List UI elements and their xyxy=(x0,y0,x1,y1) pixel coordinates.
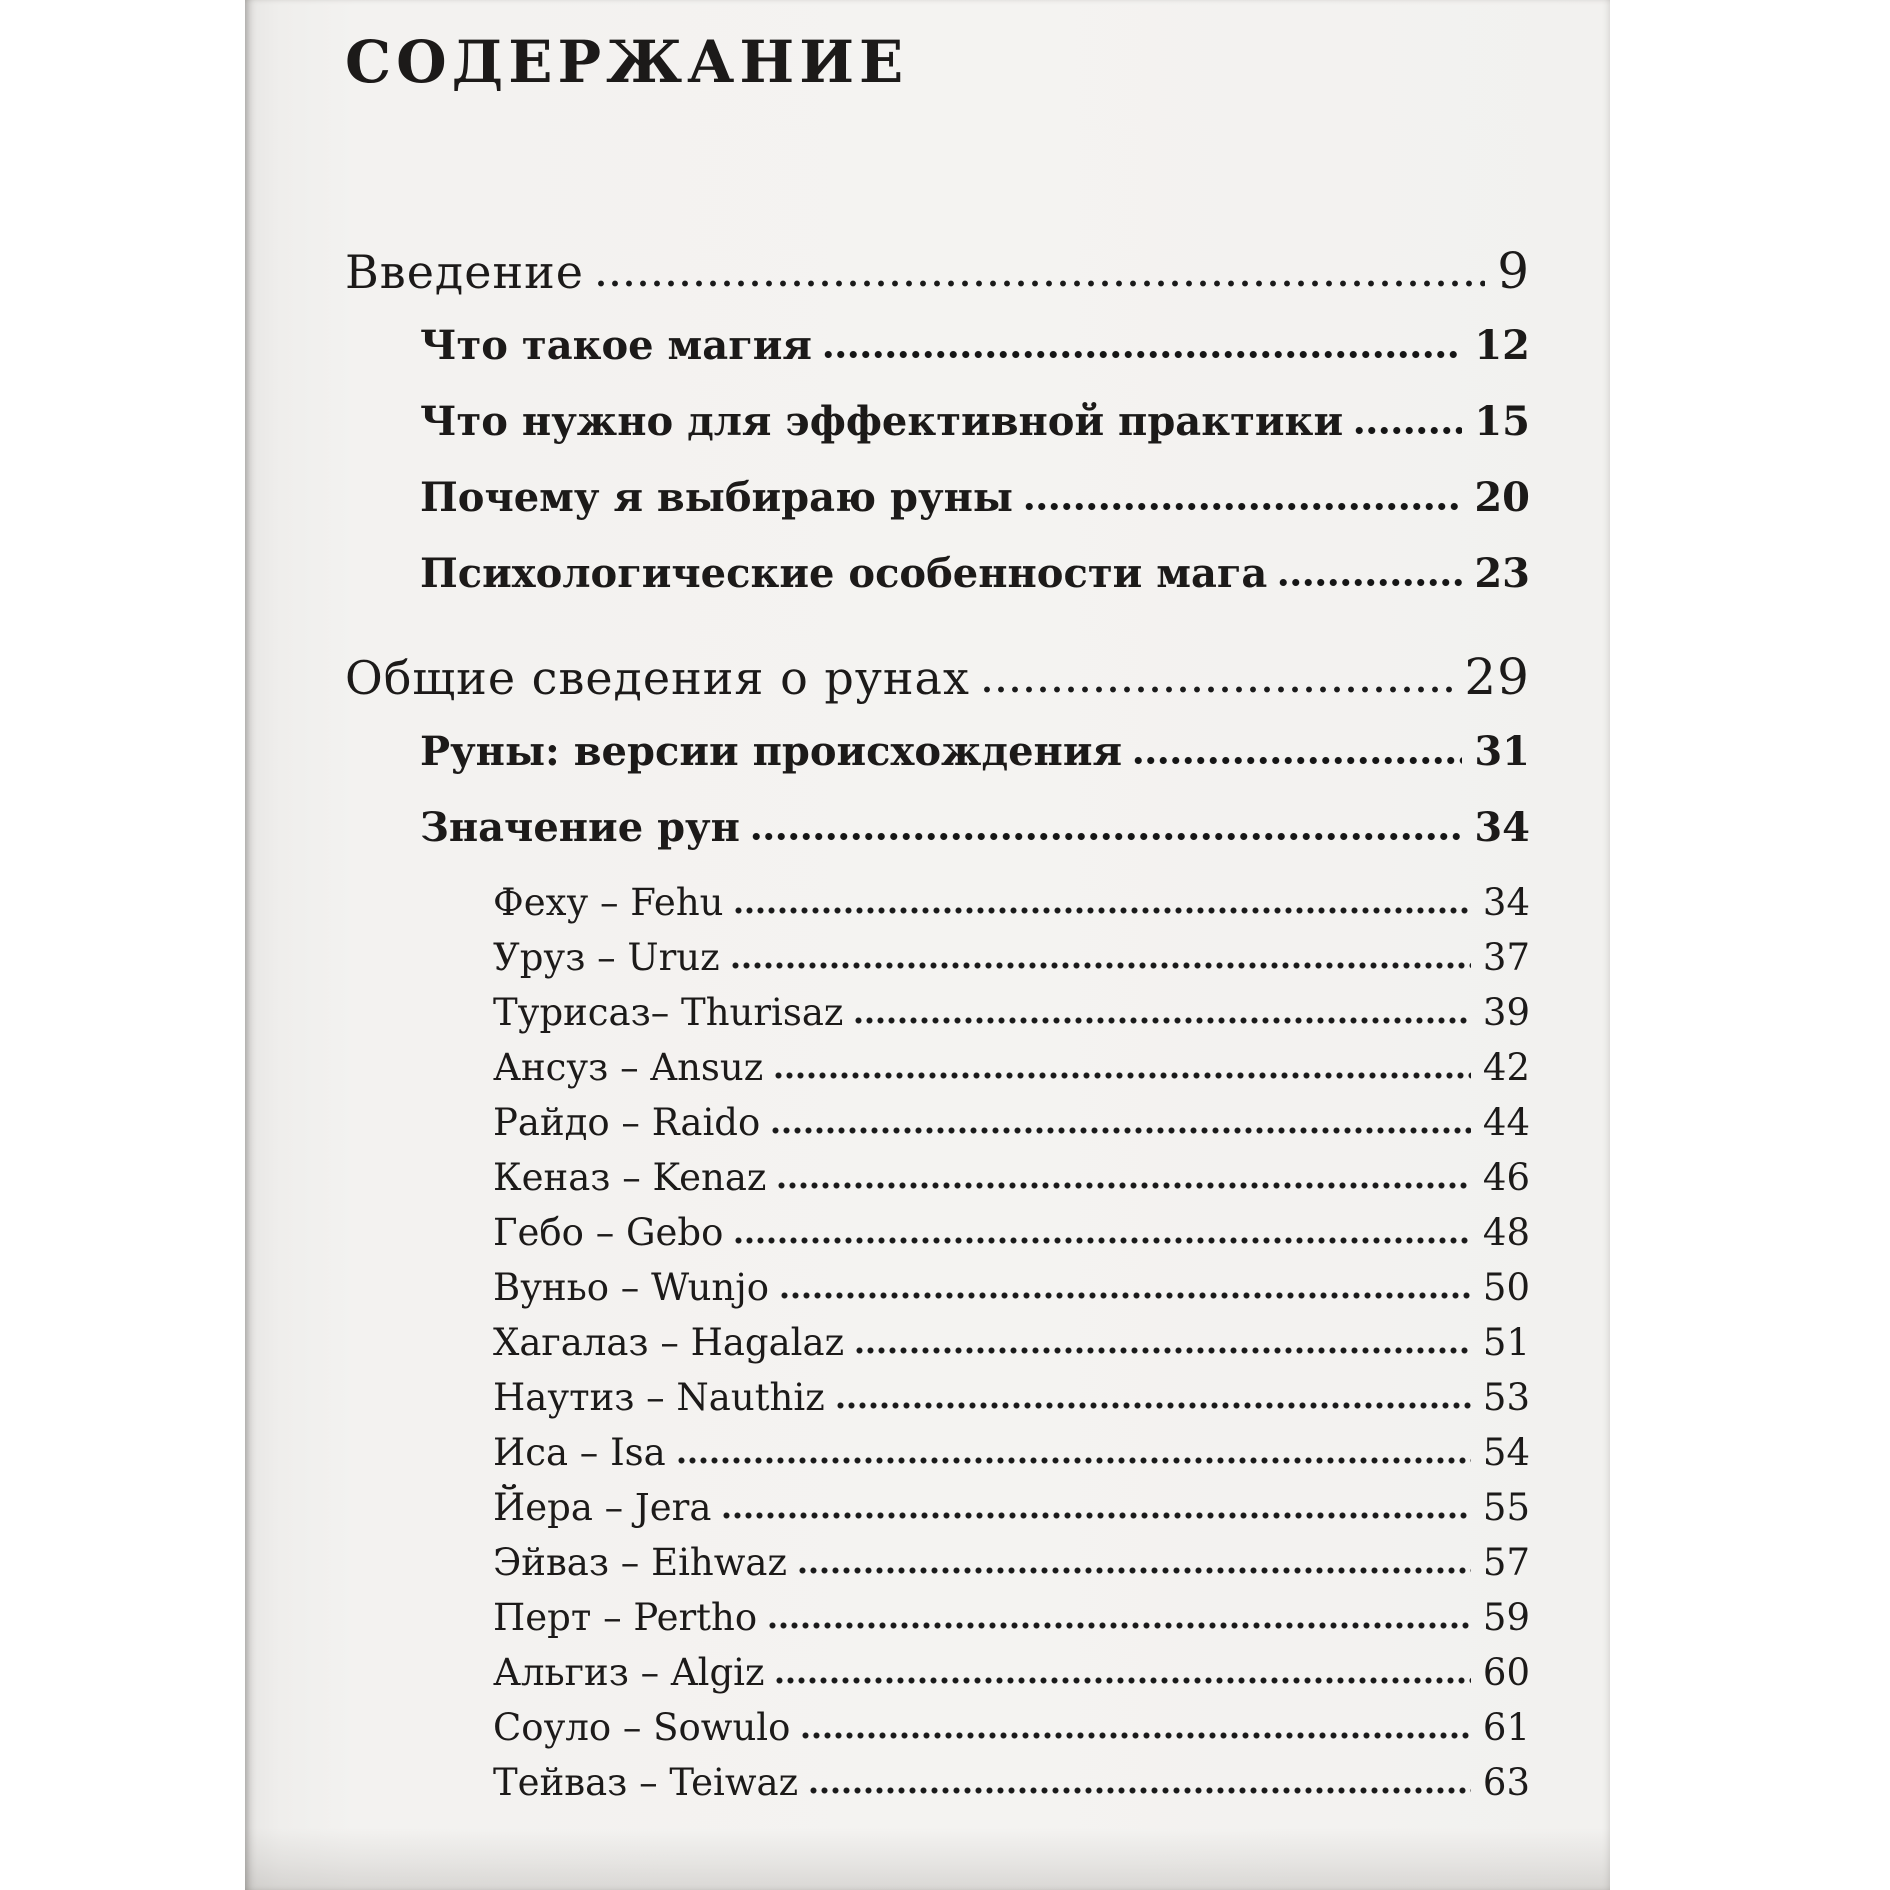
toc-row xyxy=(493,935,1530,979)
toc-page-number: 60 xyxy=(1482,1650,1530,1694)
toc-row xyxy=(345,241,1530,300)
toc-row xyxy=(493,1100,1530,1144)
toc-page-number: 29 xyxy=(1464,647,1530,706)
dot-leader xyxy=(773,1071,1471,1080)
dot-leader xyxy=(779,1291,1471,1300)
dot-leader xyxy=(853,1016,1470,1025)
toc-row xyxy=(345,647,1530,706)
toc-row xyxy=(493,1430,1530,1474)
toc-row xyxy=(493,1375,1530,1419)
toc-entry-label: Вуньо – Wunjo xyxy=(493,1265,770,1309)
toc-row xyxy=(493,1540,1530,1584)
page-title: СОДЕРЖАНИЕ xyxy=(345,28,909,96)
toc-entry-label: Перт – Pertho xyxy=(493,1595,758,1639)
dot-leader xyxy=(594,279,1485,288)
toc-entry-label: Значение рун xyxy=(420,803,740,851)
dot-leader xyxy=(800,1731,1471,1740)
toc-page-number: 50 xyxy=(1482,1265,1530,1309)
dot-leader xyxy=(797,1566,1471,1575)
toc-list xyxy=(345,241,1530,1804)
toc-row xyxy=(493,1155,1530,1199)
toc-row xyxy=(420,549,1530,597)
toc-row xyxy=(493,1265,1530,1309)
dot-leader xyxy=(1277,578,1462,587)
toc-row xyxy=(493,1650,1530,1694)
toc-entry-label: Уруз – Uruz xyxy=(493,935,720,979)
toc-row xyxy=(420,473,1530,521)
toc-page-number: 46 xyxy=(1482,1155,1530,1199)
dot-leader xyxy=(1353,426,1462,435)
toc-content xyxy=(345,0,1530,1819)
toc-page-number: 55 xyxy=(1482,1485,1530,1529)
toc-entry-label: Соуло – Sowulo xyxy=(493,1705,791,1749)
toc-page-number: 51 xyxy=(1482,1320,1530,1364)
toc-page-number: 53 xyxy=(1482,1375,1530,1419)
toc-row xyxy=(493,990,1530,1034)
dot-leader xyxy=(676,1456,1471,1465)
book-page xyxy=(245,0,1610,1890)
toc-page-number: 57 xyxy=(1482,1540,1530,1584)
dot-leader xyxy=(1023,502,1462,511)
toc-row xyxy=(493,1595,1530,1639)
toc-entry-label: Хагалаз – Hagalaz xyxy=(493,1320,845,1364)
dot-leader xyxy=(770,1126,1471,1135)
dot-leader xyxy=(733,906,1470,915)
dot-leader xyxy=(750,832,1462,841)
dot-leader xyxy=(854,1346,1471,1355)
toc-entry-label: Общие сведения о рунах xyxy=(345,650,970,705)
toc-entry-label: Наутиз – Nauthiz xyxy=(493,1375,825,1419)
dot-leader xyxy=(776,1181,1471,1190)
toc-page-number: 39 xyxy=(1482,990,1530,1034)
toc-row xyxy=(493,1045,1530,1089)
dot-leader xyxy=(730,961,1471,970)
toc-page-number: 61 xyxy=(1482,1705,1530,1749)
dot-leader xyxy=(767,1621,1471,1630)
toc-entry-label: Введение xyxy=(345,244,585,299)
toc-row xyxy=(420,803,1530,851)
toc-entry-label: Эйваз – Eihwaz xyxy=(493,1540,787,1584)
dot-leader xyxy=(822,350,1462,359)
toc-entry-label: Почему я выбираю руны xyxy=(420,473,1013,521)
toc-page-number: 44 xyxy=(1482,1100,1530,1144)
toc-entry-label: Руны: версии происхождения xyxy=(420,727,1123,775)
toc-page-number: 9 xyxy=(1497,241,1530,300)
toc-entry-label: Альгиз – Algiz xyxy=(493,1650,765,1694)
toc-page-number: 37 xyxy=(1482,935,1530,979)
toc-page-number: 59 xyxy=(1482,1595,1530,1639)
toc-entry-label: Иса – Isa xyxy=(493,1430,666,1474)
toc-row xyxy=(420,727,1530,775)
toc-entry-label: Турисаз– Thurisaz xyxy=(493,990,844,1034)
toc-entry-label: Кеназ – Kenaz xyxy=(493,1155,767,1199)
toc-page-number: 15 xyxy=(1474,397,1530,445)
toc-page-number: 34 xyxy=(1474,803,1530,851)
toc-entry-label: Йера – Jera xyxy=(493,1485,712,1529)
toc-entry-label: Что нужно для эффективной практики xyxy=(420,397,1344,445)
dot-leader xyxy=(721,1511,1471,1520)
toc-entry-label: Что такое магия xyxy=(420,321,812,369)
toc-entry-label: Феху – Fehu xyxy=(493,880,724,924)
toc-page-number: 31 xyxy=(1474,727,1530,775)
toc-page-number: 12 xyxy=(1474,321,1530,369)
toc-row xyxy=(420,321,1530,369)
toc-page-number: 48 xyxy=(1482,1210,1530,1254)
page-bottom-shadow xyxy=(245,1828,1610,1890)
toc-entry-label: Гебо – Gebo xyxy=(493,1210,724,1254)
toc-row xyxy=(493,1705,1530,1749)
toc-row xyxy=(493,1485,1530,1529)
toc-entry-label: Райдо – Raido xyxy=(493,1100,761,1144)
toc-page-number: 23 xyxy=(1474,549,1530,597)
toc-entry-label: Ансуз – Ansuz xyxy=(493,1045,764,1089)
dot-leader xyxy=(774,1676,1470,1685)
toc-entry-label: Тейваз – Teiwaz xyxy=(493,1760,799,1804)
dot-leader xyxy=(1132,756,1462,765)
dot-leader xyxy=(835,1401,1471,1410)
toc-entry-label: Психологические особенности мага xyxy=(420,549,1268,597)
toc-page-number: 63 xyxy=(1482,1760,1530,1804)
toc-page-number: 42 xyxy=(1482,1045,1530,1089)
dot-leader xyxy=(980,685,1452,694)
toc-page-number: 34 xyxy=(1482,880,1530,924)
dot-leader xyxy=(733,1236,1471,1245)
toc-row xyxy=(493,1320,1530,1364)
toc-page-number: 20 xyxy=(1474,473,1530,521)
dot-leader xyxy=(808,1786,1471,1795)
toc-row xyxy=(493,1210,1530,1254)
toc-row xyxy=(420,397,1530,445)
toc-row xyxy=(493,1760,1530,1804)
toc-page-number: 54 xyxy=(1482,1430,1530,1474)
toc-row xyxy=(493,880,1530,924)
